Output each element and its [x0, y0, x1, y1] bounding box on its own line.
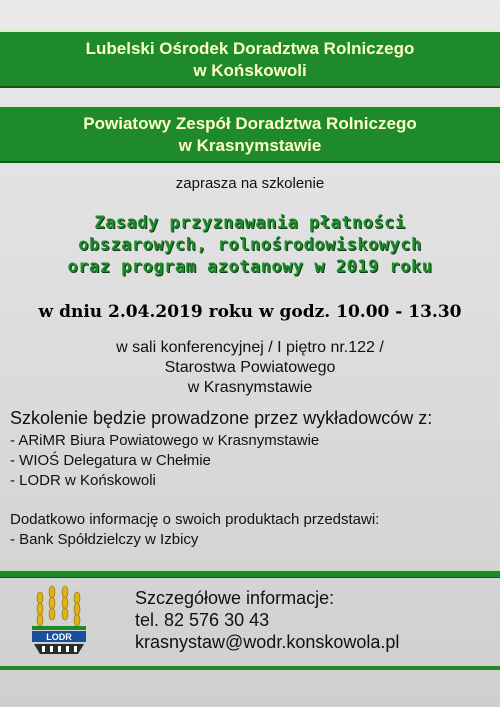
lecturer-item: - LODR w Końskowoli	[10, 472, 156, 489]
lodr-logo	[28, 578, 90, 660]
team-name-line1: Powiatowy Zespół Doradztwa Rolniczego	[83, 114, 417, 133]
date-time: w dniu 2.04.2019 roku w godz. 10.00 - 13.30	[38, 302, 462, 322]
contact-heading: Szczegółowe informacje:	[135, 588, 335, 608]
extra-section	[10, 510, 490, 550]
training-title-line2: obszarowych, rolnośrodowiskowych	[78, 235, 422, 255]
contact-section	[135, 587, 399, 653]
bottom-divider	[0, 666, 500, 670]
invite-text: zaprasza na szkolenie	[175, 175, 325, 192]
training-title-line1: Zasady przyznawania płatności	[94, 213, 406, 233]
venue-line3: w Krasnymstawie	[187, 379, 313, 396]
extra-heading: Dodatkowo informację o swoich produktach przedstawi:	[10, 511, 380, 528]
divider	[0, 570, 500, 578]
venue	[0, 338, 500, 398]
org-name-line1: Lubelski Ośrodek Doradztwa Rolniczego	[85, 39, 415, 58]
header-band	[0, 30, 500, 88]
logo-text: LODR	[46, 632, 72, 642]
contact-email: krasnystaw@wodr.konskowola.pl	[135, 632, 400, 652]
lecturer-item: - WIOŚ Delegatura w Chełmie	[10, 452, 211, 469]
lecturer-item: - ARiMR Biura Powiatowego w Krasnymstawie	[10, 432, 320, 449]
training-title	[0, 212, 500, 278]
venue-line2: Starostwa Powiatowego	[164, 359, 336, 376]
wheat-logo-icon	[28, 578, 90, 660]
lecturers-section	[10, 408, 490, 491]
training-title-line3: oraz program azotanowy w 2019 roku	[67, 257, 433, 277]
venue-line1: w sali konferencyjnej / I piętro nr.122 /	[116, 339, 384, 356]
team-name-line2: w Krasnymstawie	[178, 136, 322, 155]
contact-phone: tel. 82 576 30 43	[135, 610, 270, 630]
subheader-band	[0, 105, 500, 163]
lecturers-heading: Szkolenie będzie prowadzone przez wykładowców z:	[10, 408, 433, 428]
extra-item: - Bank Spółdzielczy w Izbicy	[10, 531, 199, 548]
org-name-line2: w Końskowoli	[193, 61, 307, 80]
